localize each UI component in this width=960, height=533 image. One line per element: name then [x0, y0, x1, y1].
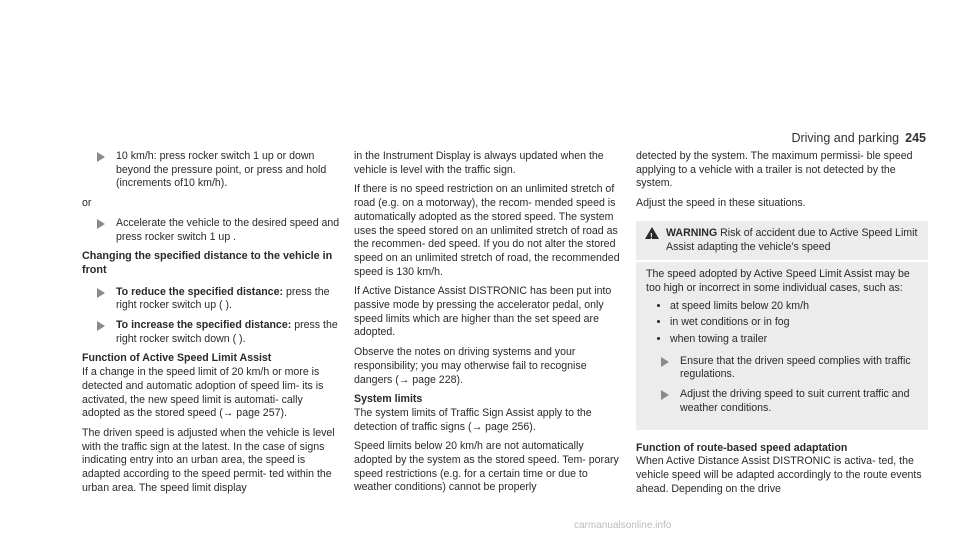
step-text: Adjust the driving speed to suit current traffic and weather conditions.: [680, 388, 910, 414]
column-middle: [354, 150, 624, 501]
body-paragraph: If a change in the speed limit of 20 km/h or more is detected and automatic adoption of speed lim- its is activated, the new speed limit is automati- cally adopted as the stored speed (→ page 257).: [82, 366, 324, 420]
page-header: [791, 131, 926, 145]
instruction-step: [82, 150, 344, 191]
warning-box: [636, 221, 928, 430]
step-text: press the right rocker switch up ( ).: [116, 285, 330, 312]
body-paragraph: The system limits of Traffic Sign Assist apply to the detection of traffic signs (→ page 256).: [354, 406, 592, 433]
body-paragraph: Observe the notes on driving systems and your responsibility; you may otherwise fail to recognise dangers (→ page 228).: [354, 346, 587, 386]
body-paragraph: The driven speed is adjusted when the vehicle is level with the traffic sign at the latest. In the case of signs indicating entry into an urban area, the speed is adapted according to the speed permit- ted within the urban area. The speed limit display: [82, 426, 335, 494]
warning-header: [636, 221, 928, 262]
warning-label: WARNING: [666, 226, 718, 239]
section-heading: Function of route-based speed adaptation: [636, 441, 848, 454]
column-left: [82, 150, 344, 501]
warning-title: Risk of accident due to Active Speed Limit Assist adapting the vehicle's speed: [666, 226, 918, 253]
body-paragraph: Adjust the speed in these situations.: [636, 197, 806, 210]
warning-list: [646, 300, 918, 347]
watermark: carmanualsonline.info: [574, 520, 672, 531]
step-bold: To reduce the specified distance:: [116, 285, 283, 298]
list-item: • when towing a trailer: [670, 333, 918, 347]
section-title: Driving and parking: [791, 131, 900, 145]
step-arrow-icon: [97, 152, 105, 162]
step-bold: To increase the specified distance:: [116, 319, 292, 332]
list-item: • in wet conditions or in fog: [670, 316, 918, 330]
or-text: or: [82, 197, 92, 210]
section-heading: System limits: [354, 393, 423, 406]
section-heading: Function of Active Speed Limit Assist: [82, 352, 272, 365]
warning-triangle-icon: !: [645, 227, 659, 239]
step-text: 10 km/h: press rocker switch 1 up or down beyond the pressure point, or press and hold (increments of10 km/h).: [116, 150, 327, 190]
step-arrow-icon: [97, 321, 105, 331]
body-paragraph: If there is no speed restriction on an unlimited stretch of road (e.g. on a motorway), the recom- mended speed is automatically adopted as the stored speed. The system uses the speed stored on an unlimited stretch of road as the recommen- ded speed. If you do not alter the stored speed on an unlimited stretch of road, the recommended speed is 130 km/h.: [354, 183, 620, 278]
list-item: • at speed limits below 20 km/h: [670, 300, 918, 314]
body-paragraph: If Active Distance Assist DISTRONIC has been put into passive mode by pressing the accelerator pedal, only speed limits which are higher than the set speed are adopted.: [354, 285, 612, 339]
body-paragraph: When Active Distance Assist DISTRONIC is activa- ted, the vehicle speed will be adapted accordingly to the route events ahead. Depending on the drive: [636, 455, 922, 495]
step-text: Ensure that the driven speed complies with traffic regulations.: [680, 354, 911, 381]
step-text: Accelerate the vehicle to the desired speed and press rocker switch 1 up .: [116, 216, 340, 243]
step-arrow-icon: [97, 288, 105, 298]
section-heading: Changing the specified distance to the vehicle in front: [82, 250, 333, 276]
instruction-step: [82, 319, 344, 346]
step-arrow-icon: [97, 219, 105, 229]
instruction-step: [646, 355, 918, 382]
body-paragraph: Speed limits below 20 km/h are not automatically adopted by the system as the stored speed. Tem- porary speed restrictions (e.g. for a certain time or due to weather conditions) cannot be properly: [354, 440, 619, 494]
step-arrow-icon: [661, 357, 669, 367]
body-paragraph: detected by the system. The maximum permissi- ble speed applying to a vehicle with a trailer is not detected by the system.: [636, 150, 913, 190]
instruction-step: [82, 286, 344, 313]
step-arrow-icon: [661, 390, 669, 400]
warning-text: The speed adopted by Active Speed Limit Assist may be too high or incorrect in some individual cases, such as:: [646, 268, 910, 294]
page-number: 245: [905, 131, 926, 145]
body-paragraph: in the Instrument Display is always updated when the vehicle is level with the traffic sign.: [354, 150, 604, 176]
warning-body: [636, 262, 928, 429]
column-right: [636, 150, 928, 502]
instruction-step: [646, 388, 918, 415]
step-text: press the right rocker switch down ( ).: [116, 319, 338, 345]
instruction-step: [82, 217, 344, 244]
